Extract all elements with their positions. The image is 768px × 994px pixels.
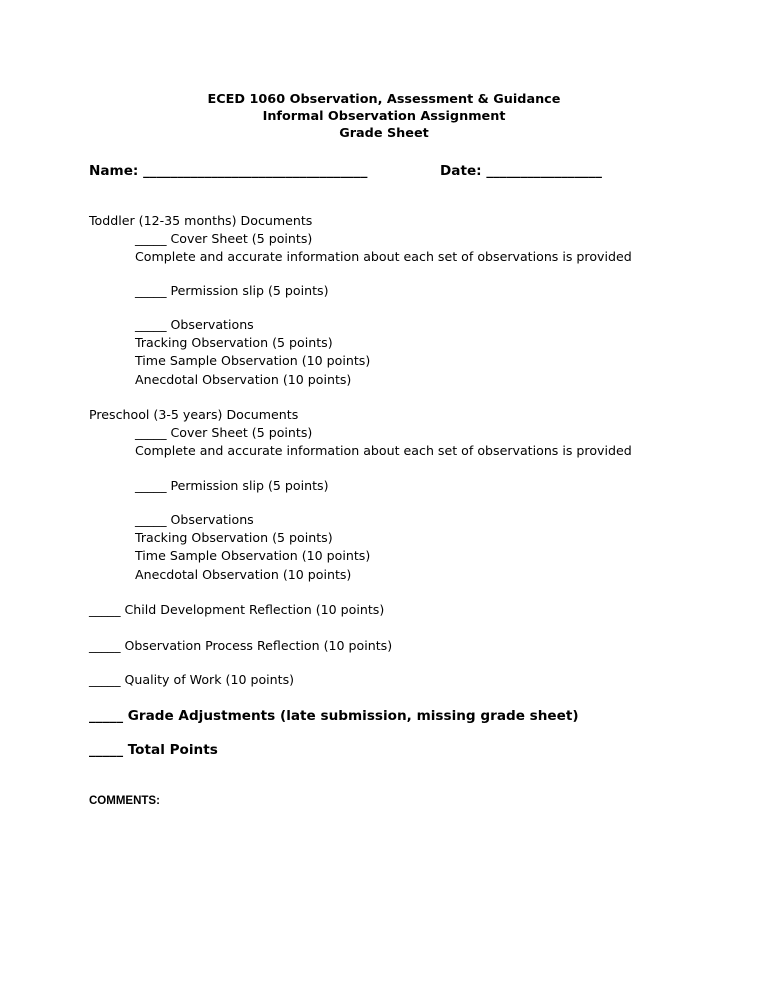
toddler-tracking: Tracking Observation (5 points) [135,335,333,350]
grade-adjustments: _____ Grade Adjustments (late submission, missing grade sheet) [89,708,579,724]
preschool-anecdotal: Anecdotal Observation (10 points) [135,567,352,582]
preschool-tracking: Tracking Observation (5 points) [135,530,333,545]
course-title: ECED 1060 Observation, Assessment & Guidance [207,92,561,107]
toddler-cover-sheet: _____ Cover Sheet (5 points) [135,231,313,246]
quality-of-work: _____ Quality of Work (10 points) [89,672,295,687]
toddler-complete-note: Complete and accurate information about each set of observations is provided [135,249,632,264]
sheet-title: Grade Sheet [339,126,429,141]
toddler-permission: _____ Permission slip (5 points) [135,283,329,298]
toddler-time-sample: Time Sample Observation (10 points) [135,353,371,368]
observation-process-reflection: _____ Observation Process Reflection (10 points) [89,638,393,653]
total-points: _____ Total Points [89,742,218,758]
preschool-time-sample: Time Sample Observation (10 points) [135,548,371,563]
preschool-heading: Preschool (3-5 years) Documents [89,407,299,422]
toddler-anecdotal: Anecdotal Observation (10 points) [135,372,352,387]
date-field[interactable]: Date: _________________ [440,163,602,179]
preschool-observations: _____ Observations [135,512,254,527]
child-development-reflection: _____ Child Development Reflection (10 points) [89,602,385,617]
preschool-permission: _____ Permission slip (5 points) [135,478,329,493]
preschool-complete-note: Complete and accurate information about each set of observations is provided [135,443,632,458]
name-field[interactable]: Name: _________________________________ [89,163,368,179]
toddler-heading: Toddler (12-35 months) Documents [89,213,313,228]
comments-label: COMMENTS: [89,795,160,807]
toddler-observations: _____ Observations [135,317,254,332]
preschool-cover-sheet: _____ Cover Sheet (5 points) [135,425,313,440]
assignment-title: Informal Observation Assignment [262,109,506,124]
